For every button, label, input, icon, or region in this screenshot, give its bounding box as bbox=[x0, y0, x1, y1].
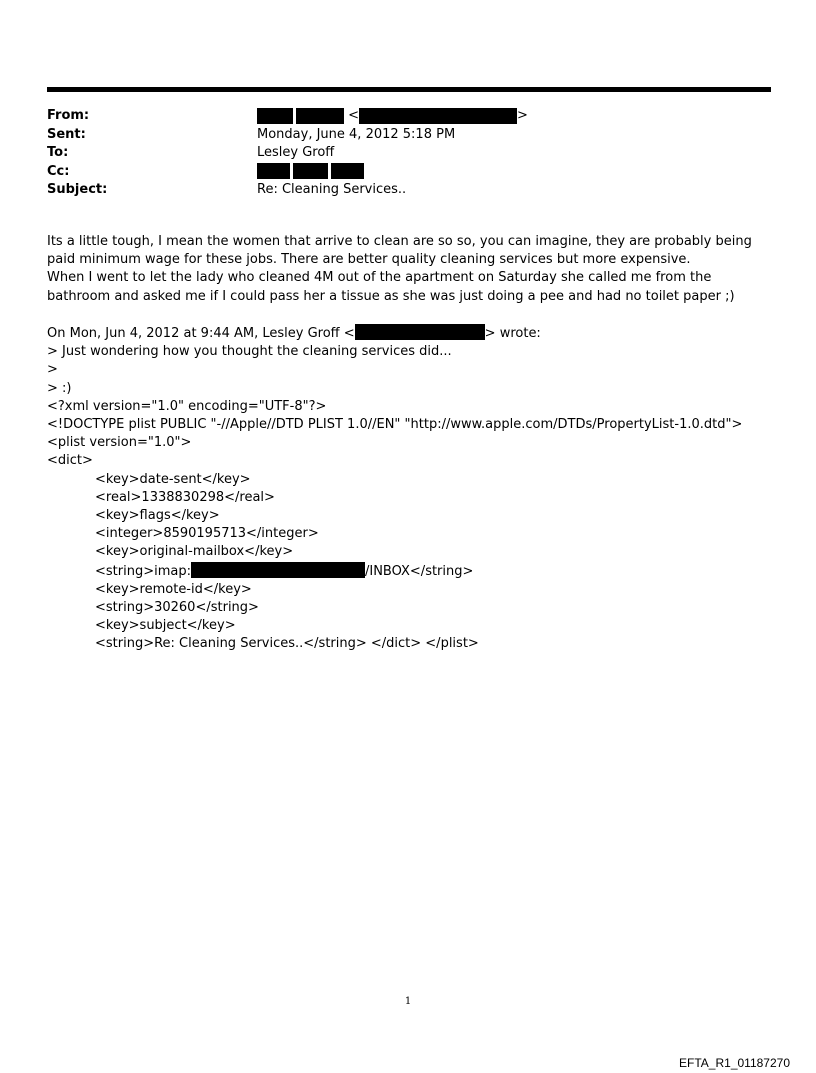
header-rule bbox=[47, 87, 771, 92]
plist-value: <real>1338830298</real> bbox=[95, 489, 275, 505]
quoted-line: > bbox=[47, 362, 58, 378]
from-row bbox=[47, 107, 771, 126]
from-open-bracket: < bbox=[348, 108, 360, 123]
sent-row bbox=[47, 126, 771, 145]
plist-open: <plist version="1.0"> bbox=[47, 435, 192, 451]
imap-suffix: /INBOX</string> bbox=[364, 563, 474, 579]
to-row bbox=[47, 144, 771, 163]
quote-intro-end: > wrote: bbox=[484, 326, 541, 341]
redaction-block bbox=[257, 108, 293, 124]
document-id: EFTA_R1_01187270 bbox=[679, 1056, 790, 1070]
email-body bbox=[47, 233, 771, 654]
sent-label: Sent: bbox=[47, 126, 86, 142]
quote-intro bbox=[47, 324, 771, 343]
redaction-block bbox=[293, 163, 328, 179]
quoted-line: > Just wondering how you thought the cleaning services did... bbox=[47, 344, 452, 360]
redaction-block bbox=[296, 108, 344, 124]
plist-value: <string>Re: Cleaning Services..</string> </dict> </plist> bbox=[95, 636, 479, 652]
redaction-block bbox=[191, 562, 365, 578]
redaction-block bbox=[331, 163, 364, 179]
sent-value: Monday, June 4, 2012 5:18 PM bbox=[257, 126, 456, 142]
from-close-bracket: > bbox=[517, 108, 528, 123]
redaction-block bbox=[359, 108, 517, 124]
doctype-line: <!DOCTYPE plist PUBLIC "-//Apple//DTD PLIST 1.0//EN" "http://www.apple.com/DTDs/PropertyList-1.0.dtd"> bbox=[47, 417, 743, 433]
dict-open: <dict> bbox=[47, 453, 93, 469]
subject-label: Subject: bbox=[47, 182, 108, 197]
quote-intro-text: On Mon, Jun 4, 2012 at 9:44 AM, Lesley Groff < bbox=[47, 326, 355, 341]
plist-value: <string>30260</string> bbox=[95, 600, 259, 616]
cc-label: Cc: bbox=[47, 163, 70, 179]
quoted-line: > :) bbox=[47, 380, 72, 396]
to-label: To: bbox=[47, 145, 69, 160]
plist-key: <key>flags</key> bbox=[95, 508, 220, 524]
redaction-block bbox=[257, 163, 290, 179]
subject-value: Re: Cleaning Services.. bbox=[257, 182, 407, 197]
plist-key: <key>subject</key> bbox=[95, 618, 236, 634]
redaction-block bbox=[355, 324, 485, 340]
from-value bbox=[257, 107, 528, 125]
plist-key: <key>original-mailbox</key> bbox=[95, 544, 294, 560]
subject-row bbox=[47, 181, 771, 200]
plist-value: <integer>8590195713</integer> bbox=[95, 526, 319, 542]
imap-prefix: <string>imap: bbox=[95, 563, 191, 579]
cc-value bbox=[257, 163, 364, 181]
page-number: 1 bbox=[404, 996, 412, 1007]
to-value: Lesley Groff bbox=[257, 145, 335, 160]
email-header bbox=[47, 107, 771, 200]
body-paragraph: When I went to let the lady who cleaned 4M out of the apartment on Saturday she called me from the bathroom and asked me if I could pass her a tissue as she was just doing a pee and had no toilet paper ;) bbox=[47, 270, 735, 304]
plist-value bbox=[47, 562, 771, 581]
plist-key: <key>date-sent</key> bbox=[95, 471, 251, 487]
plist-key: <key>remote-id</key> bbox=[95, 581, 252, 597]
from-label: From: bbox=[47, 108, 90, 123]
xml-declaration: <?xml version="1.0" encoding="UTF-8"?> bbox=[47, 398, 327, 414]
body-paragraph: Its a little tough, I mean the women that arrive to clean are so so, you can imagine, they are probably being paid minimum wage for these jobs. There are better quality cleaning services but more expensive. bbox=[47, 234, 752, 268]
cc-row bbox=[47, 163, 771, 182]
